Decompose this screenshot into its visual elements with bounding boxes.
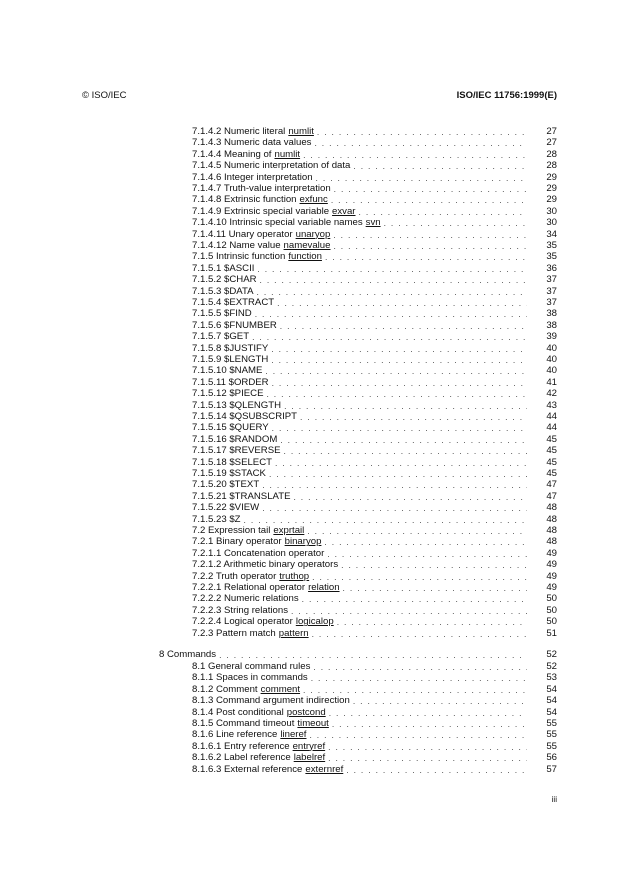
toc-page-number: 28	[546, 148, 557, 160]
toc-entry[interactable]	[192, 365, 557, 376]
toc-page-number: 47	[546, 479, 557, 491]
toc-page-number: 49	[546, 582, 557, 593]
toc-leader-dots	[272, 378, 527, 388]
toc-entry-title: 7.1.5.14 $QSUBSCRIPT	[192, 411, 298, 422]
toc-leader-dots	[353, 696, 527, 706]
toc-page-number: 56	[546, 752, 557, 764]
toc-page-number: 40	[546, 365, 557, 377]
toc-page-number: 30	[546, 217, 557, 229]
toc-entry-title: 7.1.5.6 $FNUMBER	[192, 319, 277, 331]
toc-leader-dots	[343, 583, 527, 593]
toc-entry-title: 8.1.5 Command timeout	[192, 717, 295, 729]
toc-leader-dots	[312, 572, 527, 582]
toc-entry[interactable]	[192, 582, 557, 593]
toc-entry-title: 8.1.3 Command argument indirection	[192, 695, 350, 707]
toc-page-number: 53	[546, 672, 557, 684]
toc-page-number: 36	[546, 262, 557, 274]
toc-entry-term: unaryop	[295, 228, 331, 240]
toc-entry[interactable]	[192, 605, 557, 616]
toc-entry-term: entryref	[292, 740, 326, 752]
toc-page-number: 40	[546, 342, 557, 354]
toc-leader-dots	[312, 629, 527, 639]
toc-entry-term: truthop	[279, 570, 310, 582]
toc-page-number: 43	[546, 399, 557, 411]
toc-page-number: 38	[546, 319, 557, 331]
toc-entry[interactable]	[192, 514, 557, 525]
toc-entry[interactable]	[192, 331, 557, 342]
toc-leader-dots	[311, 673, 527, 683]
toc-entry-term: labelref	[293, 752, 326, 764]
toc-entry[interactable]	[192, 194, 557, 205]
toc-page-number: 27	[546, 126, 557, 137]
toc-entry-title: 7.2.2.1 Relational operator	[192, 582, 306, 593]
toc-entry[interactable]	[192, 377, 557, 388]
toc-page-number: 49	[546, 570, 557, 582]
toc-leader-dots	[266, 389, 527, 399]
toc-entry[interactable]	[192, 286, 557, 297]
toc-leader-dots	[333, 230, 527, 240]
toc-leader-dots	[277, 298, 527, 308]
toc-page-number: 55	[546, 729, 557, 741]
toc-page-number: 35	[546, 240, 557, 251]
toc-entry-title: 7.2.2.4 Logical operator	[192, 616, 293, 628]
toc-leader-dots	[303, 150, 527, 160]
toc-page-number: 27	[546, 137, 557, 149]
toc-leader-dots	[300, 412, 527, 422]
toc-entry-title: 7.1.5.8 $JUSTIFY	[192, 342, 269, 354]
toc-page-number: 29	[546, 171, 557, 183]
toc-entry[interactable]	[192, 160, 557, 171]
toc-entry[interactable]	[192, 400, 557, 411]
toc-leader-dots	[262, 503, 527, 513]
toc-page-number: 47	[546, 490, 557, 502]
toc-entry[interactable]	[192, 445, 557, 456]
toc-entry-title: 7.1.5.20 $TEXT	[192, 479, 260, 491]
toc-entry-title: 7.1.5.9 $LENGTH	[192, 354, 269, 365]
toc-entry-term: numlit	[274, 148, 301, 160]
toc-entry[interactable]	[192, 536, 557, 547]
toc-leader-dots	[328, 753, 527, 763]
toc-page-number: 50	[546, 593, 557, 605]
toc-entry-title: 7.1.5.1 $ASCII	[192, 262, 255, 274]
toc-entry-title: 8.1.6.3 External reference	[192, 763, 303, 775]
toc-leader-dots	[317, 127, 527, 137]
toc-page-number: 45	[546, 468, 557, 479]
toc-entry[interactable]	[192, 217, 557, 228]
toc-leader-dots	[327, 549, 527, 559]
toc-entry[interactable]	[192, 229, 557, 240]
toc-leader-dots	[314, 138, 527, 148]
toc-entry-title: 7.2.1.1 Concatenation operator	[192, 547, 325, 559]
toc-entry-title: 7.1.5.17 $REVERSE	[192, 445, 281, 457]
toc-entry[interactable]	[192, 729, 557, 740]
toc-entry-term: comment	[260, 683, 301, 695]
toc-entry-title: 8.1.1 Spaces in commands	[192, 672, 308, 684]
toc-leader-dots	[341, 560, 527, 570]
toc-page-number: 39	[546, 331, 557, 343]
toc-page-number: 52	[546, 660, 557, 672]
toc-entry-term: externref	[305, 763, 344, 775]
toc-entry[interactable]	[192, 502, 557, 513]
toc-page-number: 54	[546, 683, 557, 695]
toc-entry-title: 7.1.5.13 $QLENGTH	[192, 399, 282, 411]
toc-entry[interactable]	[192, 172, 557, 183]
toc-page-number: 42	[546, 388, 557, 400]
toc-entry-title: 7.1.4.5 Numeric interpretation of data	[192, 160, 351, 172]
toc-entry[interactable]	[192, 672, 557, 683]
toc-entry-title: 8.1.6 Line reference	[192, 729, 278, 741]
toc-page-number: 37	[546, 285, 557, 297]
toc-page-number: 29	[546, 194, 557, 206]
toc-page-number: 48	[546, 525, 557, 536]
toc-entry-title: 7.1.4.2 Numeric literal	[192, 126, 286, 137]
toc-page-number: 49	[546, 547, 557, 559]
toc-leader-dots	[333, 241, 527, 251]
toc-entry[interactable]	[192, 707, 557, 718]
toc-entry-term: timeout	[297, 717, 329, 729]
toc-entry-term: pattern	[278, 627, 309, 639]
toc-entry[interactable]	[192, 741, 557, 752]
toc-leader-dots	[280, 435, 527, 445]
toc-entry-title: 7.1.4.8 Extrinsic function	[192, 194, 297, 206]
toc-leader-dots	[359, 207, 527, 217]
toc-leader-dots	[313, 662, 527, 672]
toc-leader-dots	[353, 161, 527, 171]
toc-page-number: 48	[546, 513, 557, 525]
toc-entry-title: 7.1.5.4 $EXTRACT	[192, 297, 275, 308]
toc-leader-dots	[293, 492, 527, 502]
toc-entry-title: 7.1.4.10 Intrinsic special variable names	[192, 217, 363, 229]
toc-leader-dots	[346, 765, 527, 775]
toc-leader-dots	[329, 708, 527, 718]
toc-entry[interactable]	[192, 274, 557, 285]
toc-leader-dots	[265, 366, 527, 376]
toc-entry-term: exfunc	[299, 194, 328, 206]
toc-leader-dots	[280, 321, 527, 331]
toc-entry-term: relation	[308, 582, 340, 593]
toc-page-number: 35	[546, 251, 557, 263]
toc-entry[interactable]	[192, 684, 557, 695]
toc-page-number: 50	[546, 616, 557, 628]
toc-entry-term: exprtail	[273, 525, 305, 536]
toc-leader-dots	[316, 173, 527, 183]
toc-page-number: 48	[546, 536, 557, 548]
toc-entry[interactable]	[192, 388, 557, 399]
toc-entry-title: 7.1.5.18 $SELECT	[192, 456, 272, 468]
toc-entry-term: binaryop	[284, 536, 322, 548]
toc-leader-dots	[328, 742, 527, 752]
toc-leader-dots	[255, 309, 527, 319]
toc-page-number: 45	[546, 433, 557, 445]
toc-entry-term: svn	[365, 217, 381, 229]
toc-page-number: 38	[546, 308, 557, 320]
toc-entry[interactable]	[192, 525, 557, 536]
toc-entry[interactable]	[192, 149, 557, 160]
toc-leader-dots	[334, 184, 527, 194]
toc-leader-dots	[331, 195, 527, 205]
toc-page-number: 37	[546, 274, 557, 286]
toc-leader-dots	[332, 719, 527, 729]
toc-page-number: 45	[546, 445, 557, 457]
toc-leader-dots	[272, 423, 527, 433]
toc-entry[interactable]	[192, 661, 557, 672]
toc-leader-dots	[275, 458, 527, 468]
toc-entry[interactable]	[192, 422, 557, 433]
toc-page-number: 52	[546, 649, 557, 660]
toc-entry-title: 7.1.5.15 $QUERY	[192, 422, 269, 434]
toc-entry[interactable]	[159, 649, 557, 660]
header-copyright: © ISO/IEC	[82, 90, 127, 101]
toc-entry-title: 7.2.2 Truth operator	[192, 570, 277, 582]
toc-entry[interactable]	[192, 343, 557, 354]
toc-entry-title: 7.1.4.9 Extrinsic special variable	[192, 205, 330, 217]
toc-entry-title: 7.1.5.22 $VIEW	[192, 502, 260, 514]
toc-entry[interactable]	[192, 764, 557, 775]
toc-entry[interactable]	[192, 251, 557, 262]
toc-entry-title: 8 Commands	[159, 649, 217, 660]
toc-leader-dots	[337, 617, 527, 627]
toc-entry-title: 7.1.5.7 $GET	[192, 331, 250, 343]
toc-entry[interactable]	[192, 126, 557, 137]
toc-entry-title: 7.2.3 Pattern match	[192, 627, 276, 639]
toc-entry[interactable]	[192, 571, 557, 582]
toc-leader-dots	[262, 480, 527, 490]
toc-entry-title: 8.1 General command rules	[192, 660, 311, 672]
toc-page-number: 44	[546, 411, 557, 422]
toc-page-number: 54	[546, 695, 557, 707]
toc-entry[interactable]	[192, 695, 557, 706]
toc-entry-term: namevalue	[283, 240, 331, 251]
toc-entry[interactable]	[192, 434, 557, 445]
toc-page-number: 45	[546, 456, 557, 468]
page-number: iii	[551, 795, 557, 804]
toc-entry-title: 8.1.2 Comment	[192, 683, 258, 695]
toc-entry[interactable]	[192, 548, 557, 559]
header-standard-number: ISO/IEC 11756:1999(E)	[456, 90, 557, 101]
toc-entry-title: 7.1.5.16 $RANDOM	[192, 433, 278, 445]
toc-entry[interactable]	[192, 297, 557, 308]
toc-entry[interactable]	[192, 593, 557, 604]
toc-entry[interactable]	[192, 240, 557, 251]
toc-entry[interactable]	[192, 411, 557, 422]
toc-entry-title: 7.1.5.21 $TRANSLATE	[192, 490, 291, 502]
toc-entry-term: exvar	[332, 205, 356, 217]
toc-entry-term: lineref	[280, 729, 307, 741]
toc-page-number: 54	[546, 706, 557, 718]
toc-entry[interactable]	[192, 491, 557, 502]
toc-entry-title: 7.1.5.11 $ORDER	[192, 376, 269, 388]
toc-leader-dots	[307, 526, 527, 536]
toc-leader-dots	[260, 275, 527, 285]
toc-leader-dots	[291, 606, 527, 616]
toc-entry[interactable]	[192, 137, 557, 148]
toc-leader-dots	[302, 594, 527, 604]
toc-leader-dots	[324, 537, 527, 547]
toc-entry-title: 7.2.2.3 String relations	[192, 604, 288, 616]
toc-leader-dots	[384, 218, 527, 228]
toc-page-number: 55	[546, 740, 557, 752]
toc-entry-title: 7.1.5.23 $Z	[192, 513, 241, 525]
toc-entry-title: 7.2.1.2 Arithmetic binary operators	[192, 559, 339, 571]
toc-entry[interactable]	[192, 468, 557, 479]
toc-page-number: 30	[546, 205, 557, 217]
toc-leader-dots	[252, 332, 527, 342]
toc-leader-dots	[303, 685, 527, 695]
toc-leader-dots	[271, 344, 527, 354]
toc-leader-dots	[284, 401, 527, 411]
toc-entry-title: 7.1.5.5 $FIND	[192, 308, 252, 320]
toc-entry[interactable]	[192, 457, 557, 468]
toc-entry-title: 7.1.4.6 Integer interpretation	[192, 171, 313, 183]
toc-entry-title: 7.1.4.4 Meaning of	[192, 148, 272, 160]
toc-entry[interactable]	[192, 752, 557, 763]
toc-entry-title: 8.1.6.2 Label reference	[192, 752, 291, 764]
toc-entry-title: 7.2.2.2 Numeric relations	[192, 593, 299, 605]
toc-leader-dots	[325, 252, 527, 262]
toc-entry-title: 7.1.5.3 $DATA	[192, 285, 254, 297]
toc-entry[interactable]	[192, 183, 557, 194]
toc-page-number: 55	[546, 717, 557, 729]
toc-entry[interactable]	[192, 206, 557, 217]
toc-entry-title: 7.1.4.11 Unary operator	[192, 228, 293, 240]
toc-entry-term: numlit	[288, 126, 314, 137]
toc-page-number: 41	[546, 376, 557, 388]
toc-entry-title: 7.1.5.10 $NAME	[192, 365, 263, 377]
toc-leader-dots	[257, 287, 527, 297]
toc-entry-title: 7.1.5 Intrinsic function	[192, 251, 286, 263]
toc-entry[interactable]	[192, 718, 557, 729]
toc-entry[interactable]	[192, 616, 557, 627]
toc-page-number: 50	[546, 604, 557, 616]
toc-entry-title: 7.1.5.12 $PIECE	[192, 388, 264, 400]
toc-entry-term: logicalop	[295, 616, 334, 628]
toc-entry-title: 8.1.6.1 Entry reference	[192, 740, 290, 752]
toc-page-number: 40	[546, 354, 557, 365]
toc-entry[interactable]	[192, 263, 557, 274]
toc-leader-dots	[284, 446, 527, 456]
toc-entry-title: 7.1.4.3 Numeric data values	[192, 137, 312, 149]
toc-page-number: 48	[546, 502, 557, 514]
toc-page-number: 34	[546, 228, 557, 240]
toc-entry[interactable]	[192, 308, 557, 319]
toc-entry[interactable]	[192, 479, 557, 490]
toc-page-number: 51	[546, 627, 557, 639]
toc-entry-title: 7.2 Expression tail	[192, 525, 271, 536]
toc-leader-dots	[271, 355, 527, 365]
toc-entry-title: 7.1.5.2 $CHAR	[192, 274, 257, 286]
toc-entry-term: function	[288, 251, 322, 263]
toc-entry[interactable]	[192, 320, 557, 331]
toc-leader-dots	[309, 730, 527, 740]
toc-leader-dots	[257, 264, 527, 274]
toc-leader-dots	[219, 650, 527, 660]
toc-entry-title: 7.1.4.12 Name value	[192, 240, 281, 251]
toc-page-number: 29	[546, 183, 557, 194]
toc-page-number: 37	[546, 297, 557, 308]
toc-entry-term: postcond	[286, 706, 326, 718]
toc-page-number: 57	[546, 763, 557, 775]
toc-page-number: 28	[546, 160, 557, 172]
toc-page-number: 44	[546, 422, 557, 434]
toc-page-number: 49	[546, 559, 557, 571]
toc-leader-dots	[269, 469, 527, 479]
toc-entry-title: 8.1.4 Post conditional	[192, 706, 284, 718]
toc-entry-title: 7.2.1 Binary operator	[192, 536, 282, 548]
toc-entry[interactable]	[192, 559, 557, 570]
toc-entry[interactable]	[192, 354, 557, 365]
toc-entry[interactable]	[192, 628, 557, 639]
toc-leader-dots	[244, 515, 527, 525]
toc-entry-title: 7.1.4.7 Truth-value interpretation	[192, 183, 331, 194]
toc-entry-title: 7.1.5.19 $STACK	[192, 468, 266, 479]
